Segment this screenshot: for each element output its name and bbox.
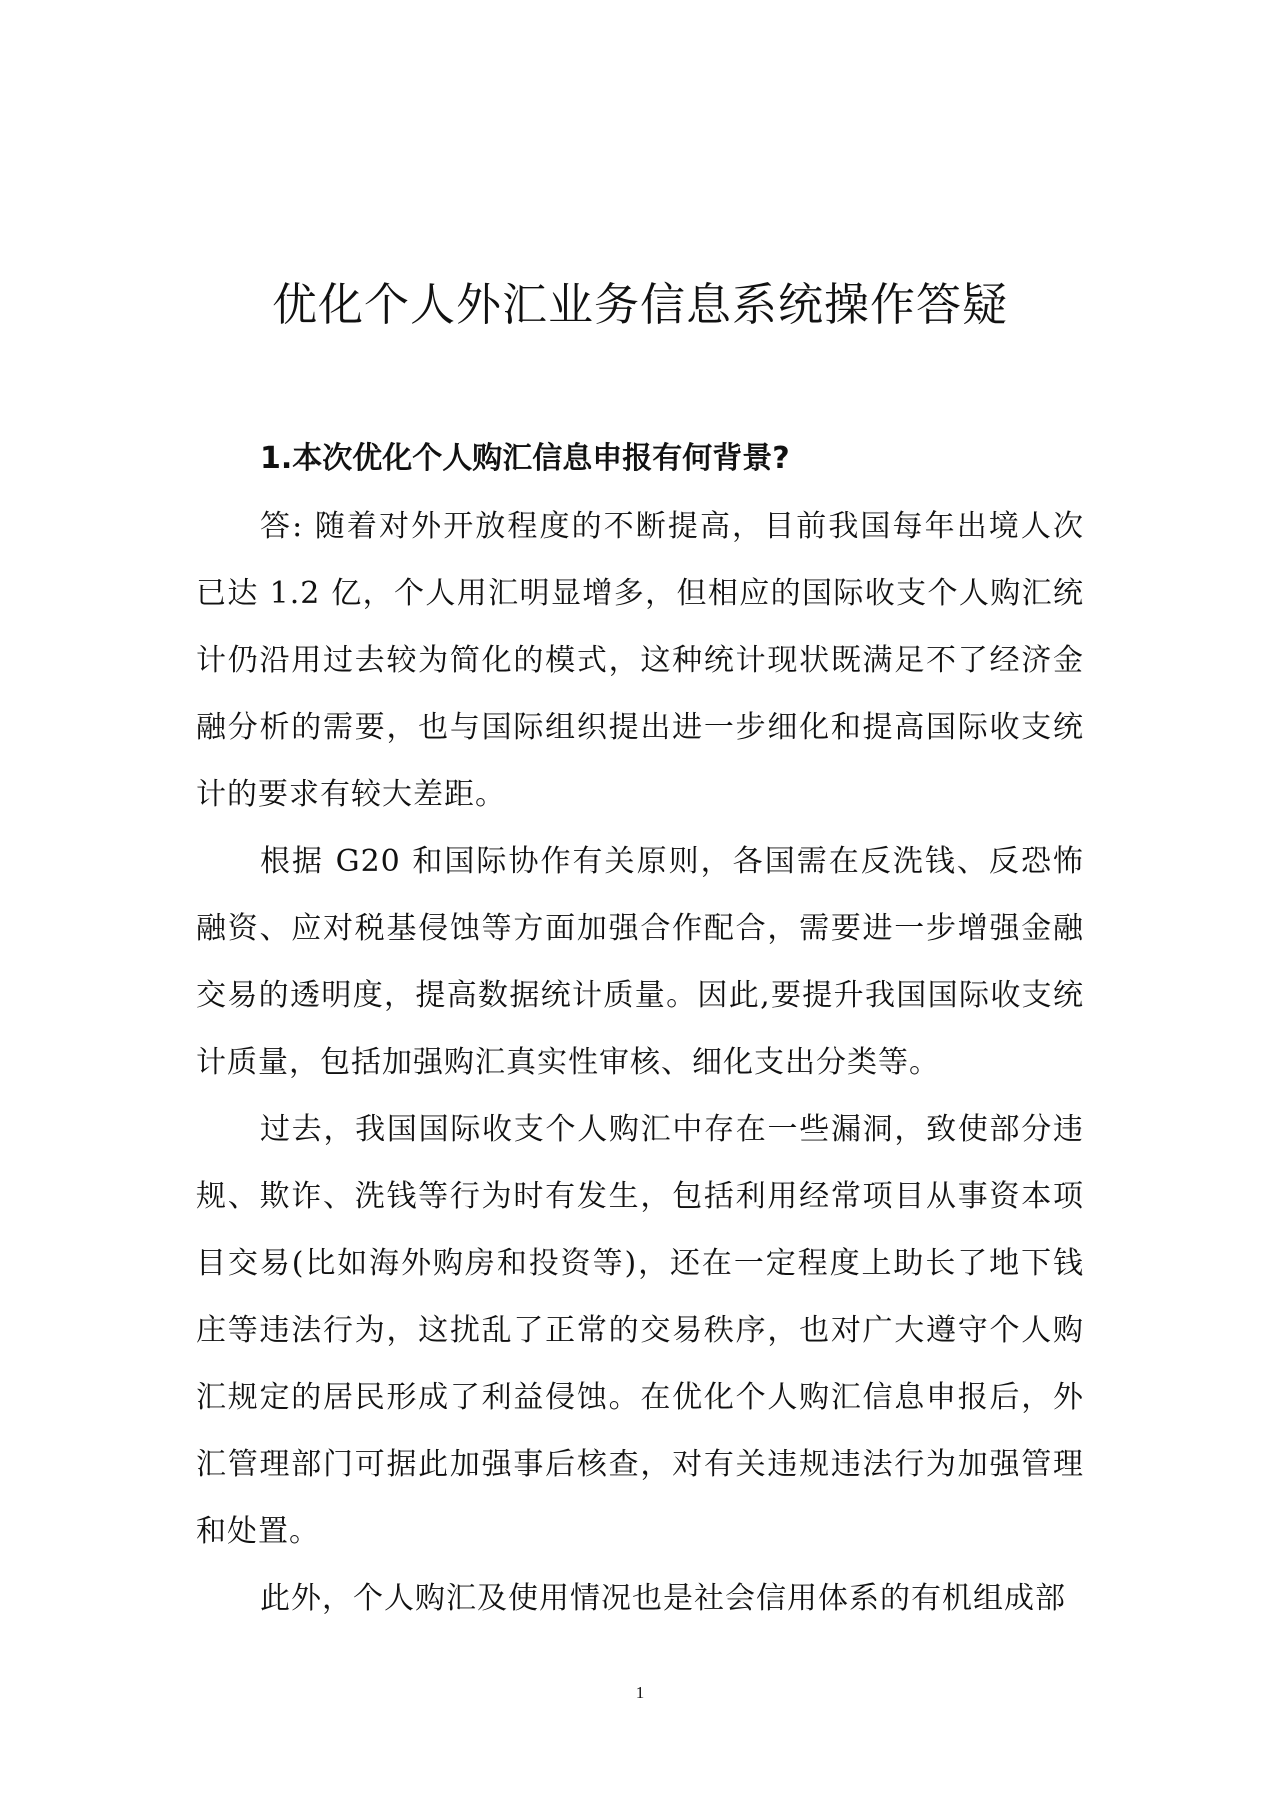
g20-paragraph: 根据 G20 和国际协作有关原则，各国需在反洗钱、反恐怖融资、应对税基侵蚀等方面加强合作配合，需要进一步增强金融交易的透明度，提高数据统计质量。因此,要提升我国国际收支统计质量，包括加强购汇真实性审核、细化支出分类等。	[196, 844, 1084, 1080]
credit-paragraph: 此外，个人购汇及使用情况也是社会信用体系的有机组成部	[260, 1581, 1066, 1616]
question-heading: 1.本次优化个人购汇信息申报有何背景?	[260, 441, 790, 476]
answer-paragraph: 答: 随着对外开放程度的不断提高，目前我国每年出境人次已达 1.2 亿，个人用汇明显增多，但相应的国际收支个人购汇统计仍沿用过去较为简化的模式，这种统计现状既满足不了经济金融分析的需要，也与国际组织提出进一步细化和提高国际收支统计的要求有较大差距。	[196, 509, 1084, 812]
document-title: 优化个人外汇业务信息系统操作答疑	[271, 278, 1008, 331]
document-body	[196, 425, 1084, 1632]
loopholes-paragraph: 过去，我国国际收支个人购汇中存在一些漏洞，致使部分违规、欺诈、洗钱等行为时有发生，包括利用经常项目从事资本项目交易(比如海外购房和投资等)，还在一定程度上助长了地下钱庄等违法行为，这扰乱了正常的交易秩序，也对广大遵守个人购汇规定的居民形成了利益侵蚀。在优化个人购汇信息申报后，外汇管理部门可据此加强事后核查，对有关违规违法行为加强管理和处置。	[196, 1112, 1084, 1549]
page-number: 1	[635, 1683, 645, 1702]
